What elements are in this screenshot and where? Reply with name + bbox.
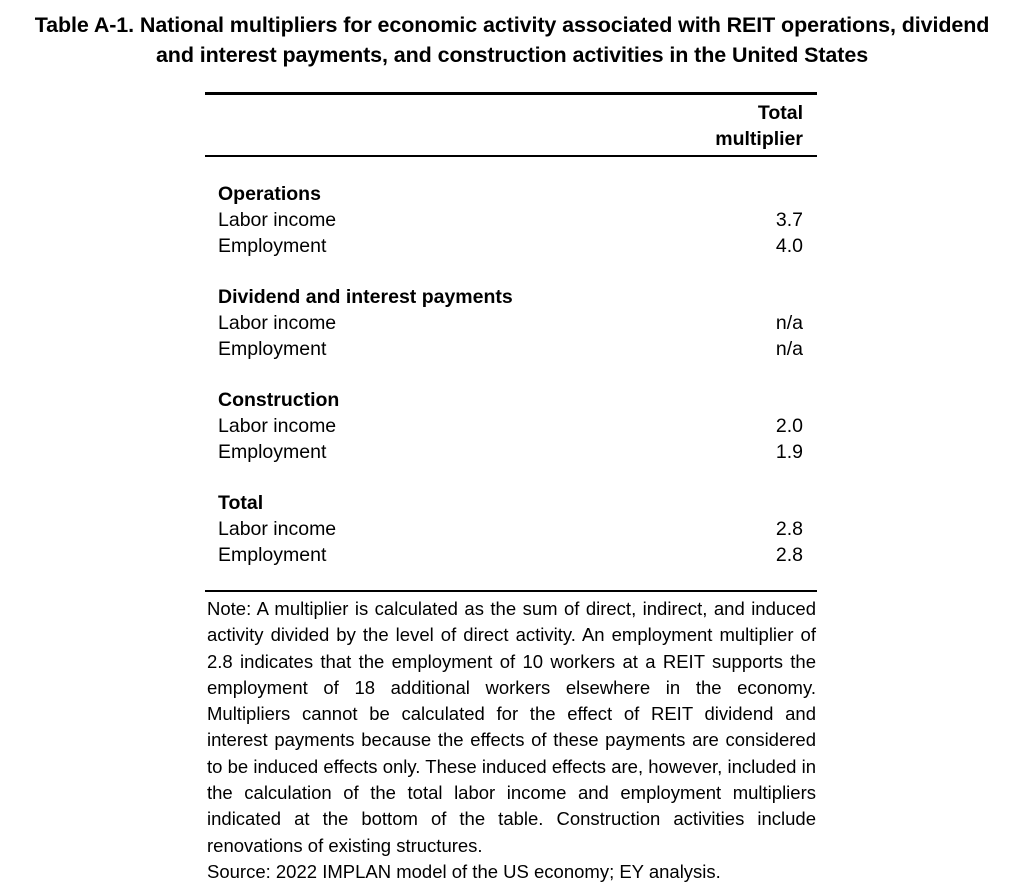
row-label: Labor income [218,209,337,231]
table-row [205,542,817,568]
source-line: Source: 2022 IMPLAN model of the US economy; EY analysis. [207,860,721,882]
page-title: Table A-1. National multipliers for economic activity associated with REIT operations, dividend and interest payments, and construction activities in the United States [34,13,990,67]
table-row [205,207,817,233]
table-row [205,310,817,336]
table-group-dividend-and-interest-payments [205,284,817,362]
row-value: 2.8 [775,544,803,566]
column-header-total-multiplier [205,95,817,155]
table-group-construction [205,387,817,465]
row-label: Labor income [218,415,337,437]
multipliers-table [205,92,817,885]
table-row [205,516,817,542]
table-group-total [205,490,817,568]
row-label: Labor income [218,312,337,334]
group-title: Total [218,492,264,514]
row-label: Labor income [218,518,337,540]
row-value: n/a [775,312,803,334]
group-title: Dividend and interest payments [218,286,513,308]
table-row [205,439,817,465]
row-label: Employment [218,441,327,463]
table-row [205,233,817,259]
column-header-line-1: Total [757,102,803,124]
row-label: Employment [218,235,327,257]
group-title: Construction [218,389,340,411]
row-value: 3.7 [775,209,803,231]
row-value: 2.8 [775,518,803,540]
table-group-operations [205,181,817,259]
row-value: n/a [775,338,803,360]
table-row [205,413,817,439]
row-value: 1.9 [775,441,803,463]
group-title: Operations [218,183,321,205]
row-label: Employment [218,338,327,360]
column-header-line-2: multiplier [715,128,803,150]
note-paragraph: Note: A multiplier is calculated as the sum of direct, indirect, and induced activity divided by the level of direct activity. An employment multiplier of 2.8 indicates that the employment of 10 workers at a REIT supports the employment of 18 additional workers elsewhere in the economy. Multipliers cannot be calculated for the effect of REIT dividend and interest payments because the effects of these payments are considered to be induced effects only. These induced effects are, however, included in the calculation of the total labor income and employment multipliers indicated at the bottom of the table. Construction activities include renovations of existing structures. [207,598,816,856]
table-row [205,336,817,362]
row-value: 4.0 [775,235,803,257]
table-body [205,157,817,590]
table-notes [205,592,817,885]
row-value: 2.0 [775,415,803,437]
row-label: Employment [218,544,327,566]
